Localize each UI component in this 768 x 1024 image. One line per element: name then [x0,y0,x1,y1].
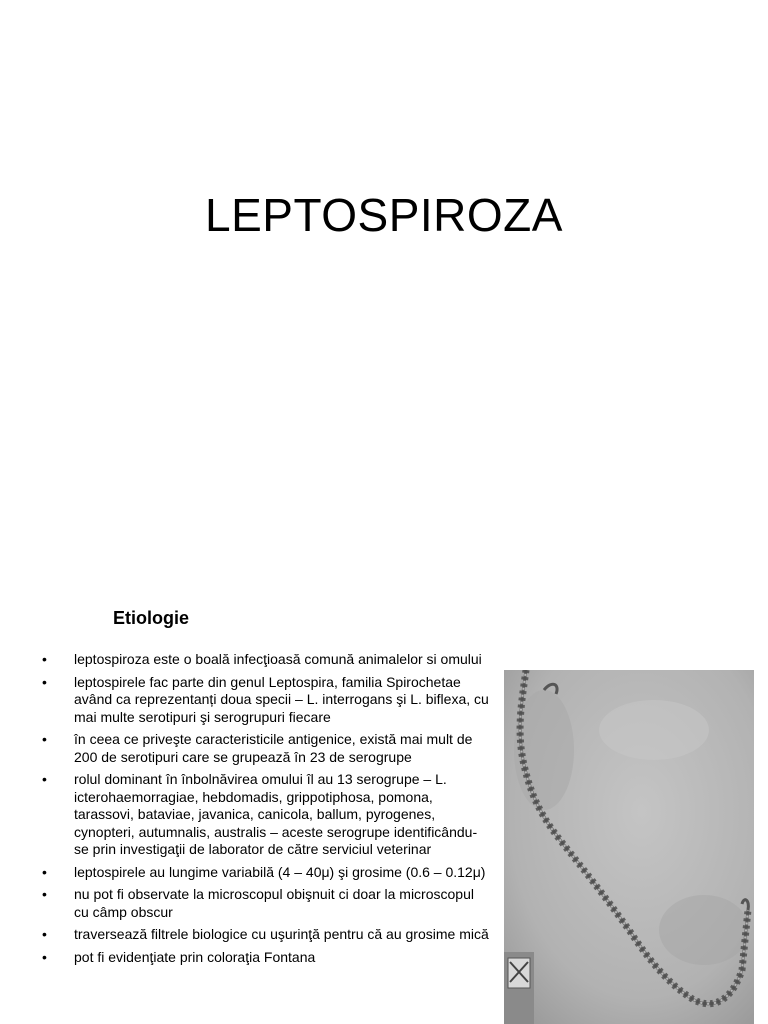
bullet-icon: • [42,651,47,667]
list-item-text: traversează filtrele biologice cu uşurinţă pentru că au grosime mică [74,926,489,942]
list-item-text: leptospirele au lungime variabilă (4 – 40μ) şi grosime (0.6 – 0.12μ) [74,863,486,880]
bullet-list [42,651,490,971]
list-item [42,651,490,669]
list-item-text: leptospiroza este o boală infecţioasă comună animalelor si omului [74,651,482,667]
list-item [42,949,490,967]
list-item [42,771,490,859]
list-item-text: rolul dominant în înbolnăvirea omului îl au 13 serogrupe – L. icterohaemorragiae, hebdomadis, grippotiphosa, pomona, tarassovi, bataviae, javanica, canicola, ballum, pyrogenes, cynopteri, autumnalis, australis – aceste serogrupe identificându-se prin investigaţii de laborator de către serviciul veterinar [74,771,478,857]
bullet-icon: • [42,673,47,690]
list-item-text: pot fi evidenţiate prin coloraţia Fontana [74,948,316,965]
list-item-text: în ceea ce priveşte caracteristicile antigenice, există mai mult de 200 de serotipuri care se grupează în 23 de serogrupe [74,731,473,765]
bullet-icon: • [42,948,47,965]
bullet-icon: • [42,863,47,880]
list-item [42,926,490,944]
list-item [42,864,490,882]
bullet-icon: • [42,926,47,942]
list-item [42,731,490,766]
bullet-icon: • [42,886,47,902]
bullet-icon: • [42,771,47,787]
page-title: LEPTOSPIROZA [205,189,563,241]
section-heading: Etiologie [113,608,189,628]
bullet-icon: • [42,731,47,747]
leptospira-micrograph [504,670,754,1024]
list-item [42,886,490,921]
list-item-text: leptospirele fac parte din genul Leptospira, familia Spirochetae având ca reprezentanți doua specii – L. interrogans şi L. biflexa, cu mai multe serotipuri şi serogrupuri fiecare [74,673,489,725]
list-item-text: nu pot fi observate la microscopul obişnuit ci doar la microscopul cu câmp obscur [74,886,474,920]
list-item [42,674,490,727]
microscope-image-icon [504,670,754,1024]
